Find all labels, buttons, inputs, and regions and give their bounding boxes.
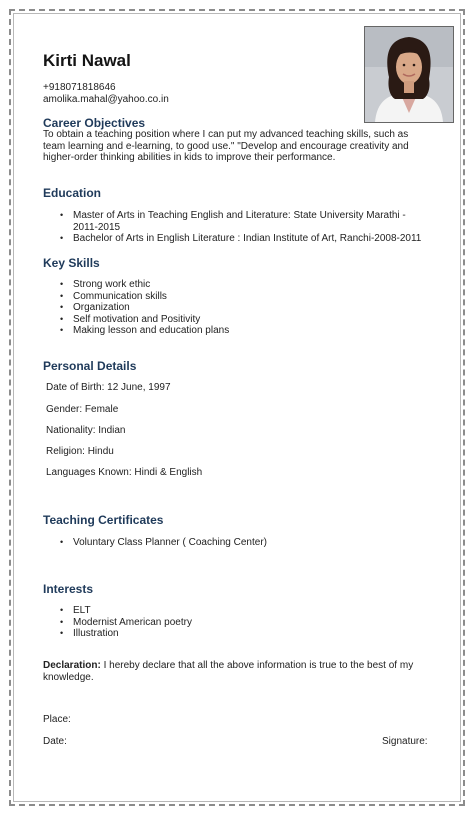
phone-number: +918071818646 — [43, 82, 116, 93]
key-skills-list — [43, 279, 428, 337]
profile-photo-image — [365, 27, 453, 122]
declaration — [43, 660, 415, 684]
education-item-years: 2011-2015 — [73, 221, 121, 233]
education-item: • Bachelor of Arts in English Literature : Indian Institute of Art, Ranchi-2008-2011 — [73, 233, 428, 245]
interest-item: • Modernist American poetry — [73, 617, 428, 629]
education-item-text: Master of Arts in Teaching English and Literature: State University Marathi - — [73, 210, 406, 221]
career-line: team learning and e-learning, to good use." "Develop and encourage creativity and — [43, 140, 409, 152]
education-item — [73, 210, 428, 233]
skill-item: • Communication skills — [73, 291, 428, 303]
key-skills-heading: Key Skills — [43, 256, 100, 270]
email-address: amolika.mahal@yahoo.co.in — [43, 94, 169, 105]
skill-item: • Organization — [73, 302, 428, 314]
interest-item: • Illustration — [73, 628, 428, 640]
skill-item: • Self motivation and Positivity — [73, 314, 428, 326]
interests-heading: Interests — [43, 582, 94, 596]
candidate-name: Kirti Nawal — [43, 51, 131, 70]
career-objectives-heading: Career Objectives — [43, 116, 146, 130]
skill-item: • Strong work ethic — [73, 279, 428, 291]
gender: Gender: Female — [46, 404, 119, 415]
skill-item: • Making lesson and education plans — [73, 325, 428, 337]
career-line: To obtain a teaching position where I can put my advanced teaching skills, such as — [43, 129, 409, 140]
certificates-list — [43, 537, 428, 549]
signature-label: Signature: — [382, 736, 428, 747]
teaching-certificates-heading: Teaching Certificates — [43, 513, 164, 527]
career-line: higher-order thinking abilities in kids to improve their performance. — [43, 152, 336, 163]
religion: Religion: Hindu — [46, 446, 114, 457]
interests-list — [43, 605, 428, 640]
languages-known: Languages Known: Hindi & English — [46, 467, 203, 478]
declaration-label: Declaration: — [43, 660, 101, 671]
declaration-text-end: knowledge. — [43, 672, 94, 683]
declaration-text: I hereby declare that all the above information is true to the best of my — [100, 660, 414, 671]
education-heading: Education — [43, 186, 102, 200]
certificate-item: • Voluntary Class Planner ( Coaching Center) — [73, 537, 428, 549]
place-label: Place: — [43, 714, 71, 725]
education-list — [43, 210, 428, 245]
nationality: Nationality: Indian — [46, 425, 126, 436]
date-of-birth: Date of Birth: 12 June, 1997 — [46, 382, 171, 393]
career-objectives-text — [43, 129, 415, 164]
profile-photo — [364, 26, 454, 123]
interest-item: • ELT — [73, 605, 428, 617]
personal-details-heading: Personal Details — [43, 359, 137, 373]
date-label: Date: — [43, 736, 67, 747]
